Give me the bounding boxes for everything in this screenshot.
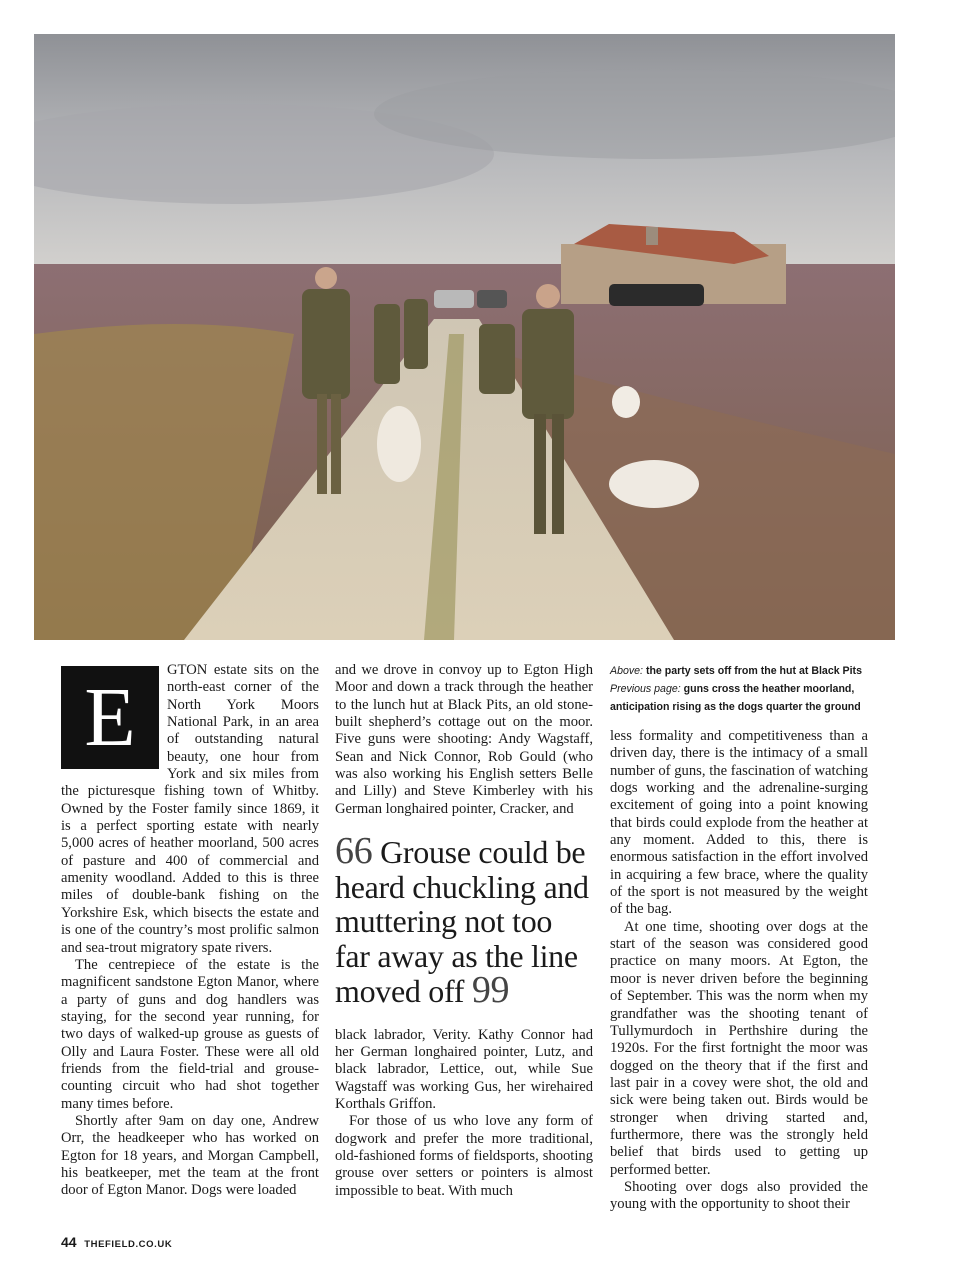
photo-caption [610,662,868,716]
paragraph: GTON estate sits on the north-east corner of the North York Moors National Park, in an area of outstanding natural beauty, one hour from York and six miles from the picturesque fishing town of Whitby. Owned by the Foster family since 1869, it is a perfect sporting estate with nearly 5,000 acres of heather moorland, 500 acres of pasture and 400 of commercial and amenity woodland. Added to this is three miles of double-bank fishing on the Yorkshire Esk, which bisects the estate and is one of the country’s most prolific salmon and sea-trout migratory spate rivers. [61,662,319,956]
column-1 [61,662,319,1200]
pull-quote-text: Grouse could be heard chuckling and muttering not too far away as the line moved off [335,834,589,1010]
paragraph: and we drove in convoy up to Egton High Moor and down a track through the heather to the lunch hut at Black Pits, an old stone-built shepherd’s cottage out on the moor. Five guns were shooting: Andy Wagstaff, Sean and Nick Connor, Rob Gould (who was also working his English setters Belle and Lilly) and Steve Kimberley with his German longhaired pointer, Cracker, and [335,662,593,817]
caption-text: guns cross the heather moorland, anticipation rising as the dogs quarter the ground [610,683,861,713]
site-url: THEFIELD.CO.UK [84,1239,173,1250]
paragraph: black labrador, Verity. Kathy Connor had her German longhaired pointer, Lutz, and black labrador, Lettice, out, while Sue Wagstaff was working Gus, her wirehaired Korthals Griffon. [335,1026,593,1112]
close-quote-mark: 99 [471,969,510,1012]
caption-text: the party sets off from the hut at Black Pits [645,665,862,677]
paragraph: Shooting over dogs also provided the young with the opportunity to shoot their [610,1178,868,1213]
page-number: 44 [61,1234,77,1250]
column-3 [610,662,868,1214]
open-quote-mark: 66 [335,830,373,873]
page-footer [61,1234,172,1250]
drop-cap: E [61,666,159,769]
paragraph: less formality and competitiveness than a driven day, there is the intimacy of a small number of guns, the fascination of watching dogs working and the adrenaline-surging excitement of going into a point knowing that birds could explode from the heather at any moment. Added to this, there is enormous satisfaction in the effort involved in acquiring a few brace, where the quality of the sport is not measured by the weight of the bag. [610,728,868,918]
pull-quote [335,830,593,1012]
paragraph: Shortly after 9am on day one, Andrew Orr, the headkeeper who has worked on Egton for 18 years, and Morgan Campbell, his beatkeeper, met the team at the front door of Egton Manor. Dogs were loaded [61,1112,319,1199]
paragraph: The centrepiece of the estate is the magnificent sandstone Egton Manor, where a party of guns and dog handlers was staying, for the second year running, for two days of walked-up grouse as guests of Olly and Laura Foster. These were all old friends from the field-trial and grouse-counting circuit who had shot together many times before. [61,956,319,1112]
caption-label: Previous page: [610,683,681,695]
paragraph: For those of us who love any form of dogwork and prefer the more traditional, old-fashioned forms of fieldsports, shooting grouse over setters or pointers is almost impossible to beat. With much [335,1113,593,1199]
hero-photo [34,34,895,640]
column-2 [335,662,593,1200]
paragraph: At one time, shooting over dogs at the start of the season was considered good practice on many moors. At Egton, the moor is never driven before the beginning of September. This was the norm when my grandfather was the shooting tenant of Tullymurdoch in Perthshire during the 1920s. For the first fortnight the moor was dogged on the theory that if the first and last pair in a covey were shot, the old and sick were being taken out. Birds would be stronger when driving started and, furthermore, there was the strongly held belief that birds used to getting up performed better. [610,918,868,1178]
moorland-illustration [34,34,895,640]
caption-label: Above: [610,665,643,677]
